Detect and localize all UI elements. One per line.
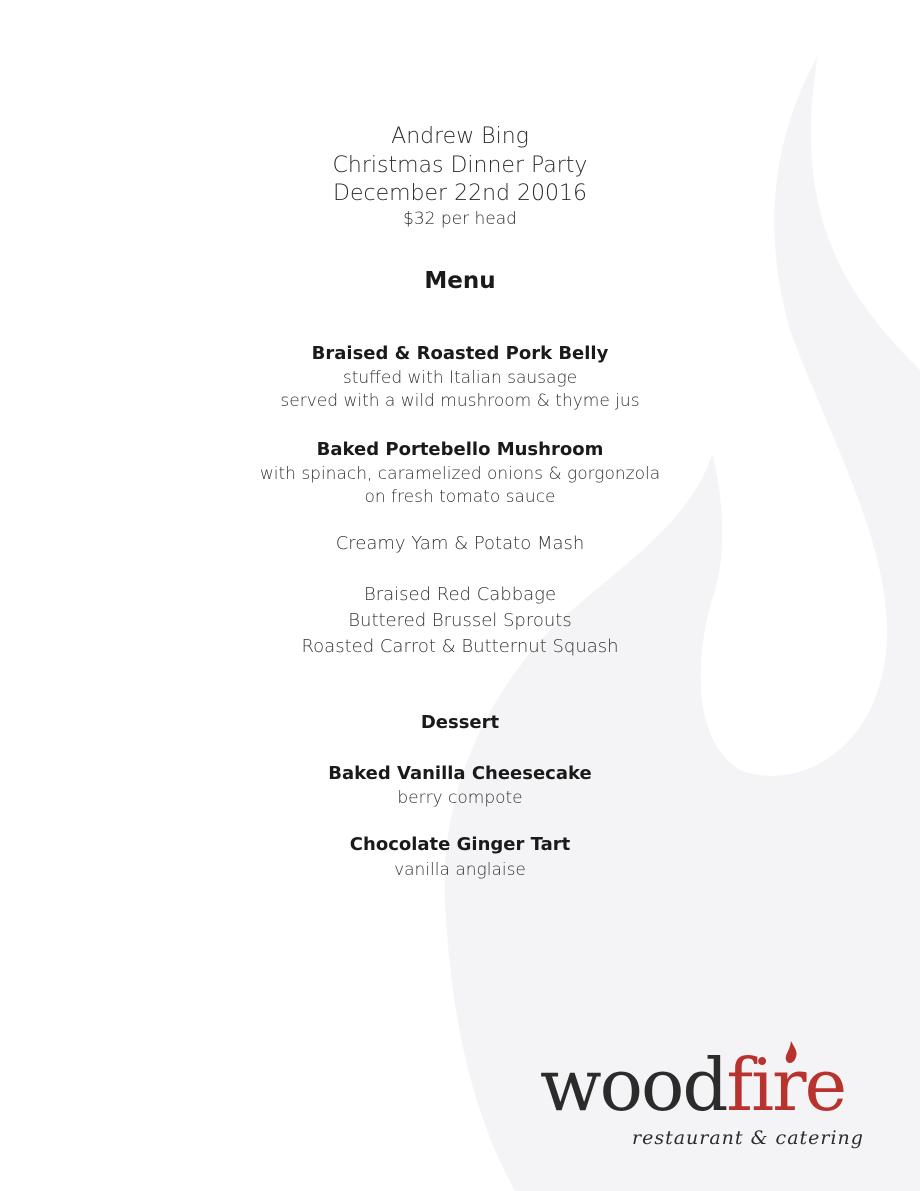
logo-wordmark [540,1045,845,1125]
dish-description: with spinach, caramelized onions & gorgonzola [259,464,661,484]
dish-description: stuffed with Italian sausage [342,368,578,388]
starch-side: Creamy Yam & Potato Mash [335,533,585,554]
vegetable-side: Roasted Carrot & Butternut Squash [301,636,619,657]
dish-name: Baked Portebello Mushroom [316,439,604,460]
logo-word-fire: fire [726,1043,846,1127]
event-name: Christmas Dinner Party [332,153,588,178]
dish-name: Braised & Roasted Pork Belly [311,343,609,364]
menu-title: Menu [424,268,496,294]
vegetable-side: Braised Red Cabbage [363,584,557,605]
dessert-name: Chocolate Ginger Tart [349,834,571,855]
logo-word-wood: wood [540,1043,727,1127]
event-date: December 22nd 20016 [333,181,587,206]
logo-tagline: restaurant & catering [632,1127,864,1149]
woodfire-logo [540,1045,880,1165]
vegetable-side: Buttered Brussel Sprouts [348,610,572,631]
price-per-head: $32 per head [403,209,517,229]
host-name: Andrew Bing [391,124,529,149]
dessert-description: berry compote [397,788,523,808]
dessert-title: Dessert [420,712,500,733]
dish-description: served with a wild mushroom & thyme jus [280,391,640,411]
dessert-name: Baked Vanilla Cheesecake [328,763,592,784]
dish-description: on fresh tomato sauce [364,487,556,507]
dessert-description: vanilla anglaise [394,860,526,880]
